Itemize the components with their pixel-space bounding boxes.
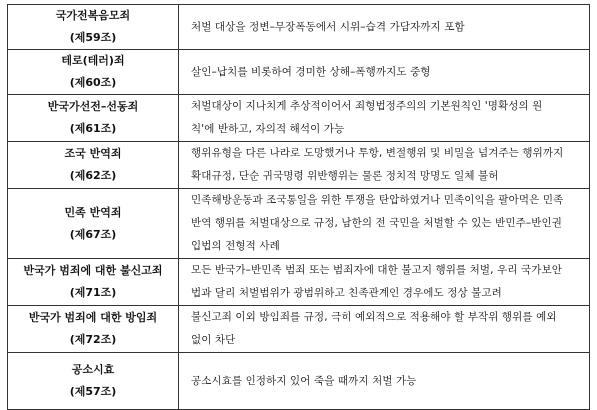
- crime-name: 국가전복음모죄: [55, 9, 131, 22]
- description-line: 없이 차단: [191, 334, 236, 346]
- table-row: [8, 306, 590, 353]
- description-line: 모든 반국가–반민족 범죄 또는 범죄자에 대한 불고지 행위를 처벌, 우리 국가보안: [191, 264, 562, 276]
- crime-cell: [8, 5, 179, 50]
- crime-cell: [8, 95, 179, 142]
- description-cell: [179, 189, 590, 259]
- crime-article: (제67조): [69, 227, 117, 241]
- description-line: 확대규정, 단순 귀국명령 위반행위는 물론 정치적 망명도 일체 불허: [191, 170, 499, 182]
- crime-cell: [8, 189, 179, 259]
- crime-table-body: [8, 5, 590, 410]
- crime-article: (제62조): [69, 169, 117, 182]
- description-cell: [179, 259, 590, 306]
- description-line: 입법의 전형적 사례: [191, 240, 280, 252]
- description-line: 반역 행위를 처벌대상으로 규정, 남한의 전 국민을 처벌할 수 있는 반민주–반인권: [191, 217, 562, 229]
- crime-article: (제72조): [69, 333, 117, 346]
- crime-name: 반국가 범죄에 대한 불신고죄: [23, 264, 163, 277]
- table-row: [8, 189, 590, 259]
- description-cell: [179, 5, 590, 50]
- description-line: 법과 달리 처벌범위가 광범위하고 친족관계인 경우에도 정상 불고려: [191, 287, 502, 299]
- description-line: 처벌대상이 지나치게 추상적이어서 죄형법정주의의 기본원칙인 '명확성의 원: [191, 100, 543, 112]
- crime-cell: [8, 259, 179, 306]
- description-cell: [179, 95, 590, 142]
- table-row: [8, 5, 590, 50]
- table-row: [8, 142, 590, 189]
- crime-name: 반국가선전–선동죄: [47, 100, 139, 113]
- crime-article: (제61조): [69, 122, 117, 135]
- crime-name: 민족 반역죄: [64, 205, 122, 219]
- description-line: 공소시효를 인정하지 있어 죽을 때까지 처벌 가능: [191, 374, 417, 387]
- crime-cell: [8, 142, 179, 189]
- description-cell: [179, 142, 590, 189]
- crime-cell: [8, 353, 179, 410]
- description-cell: [179, 50, 590, 95]
- crime-article: (제60조): [69, 76, 117, 89]
- crime-name: 테로(테러)죄: [61, 54, 125, 67]
- description-line: 불신고죄 이외 방임죄를 규정, 극히 예외적으로 적용해야 할 부작위 행위를 예외: [191, 311, 557, 323]
- crime-cell: [8, 306, 179, 353]
- crime-article: (제57조): [69, 385, 117, 398]
- crime-article: (제71조): [69, 286, 117, 299]
- table-row: [8, 259, 590, 306]
- table-row: [8, 50, 590, 95]
- table-row: [8, 353, 590, 410]
- crime-cell: [8, 50, 179, 95]
- description-line: 처벌 대상을 정변–무장폭동에서 시위–습격 가담자까지 포함: [191, 20, 465, 33]
- crime-table: [7, 4, 590, 410]
- description-line: 행위유형을 다른 나라로 도망했거나 투항, 변절행위 및 비밀을 넘겨주는 행위까지: [191, 147, 564, 159]
- description-line: 칙'에 반하고, 자의적 해석이 가능: [191, 123, 345, 135]
- description-line: 살인–납치를 비롯하여 경미한 상해–폭행까지도 중형: [191, 65, 431, 78]
- crime-article: (제59조): [69, 31, 117, 44]
- crime-name: 반국가 범죄에 대한 방임죄: [28, 311, 158, 324]
- table-row: [8, 95, 590, 142]
- description-cell: [179, 353, 590, 410]
- crime-name: 공소시효: [71, 363, 115, 376]
- description-cell: [179, 306, 590, 353]
- description-line: 민족해방운동과 조국통일을 위한 투쟁을 탄압하였거나 민족이익을 팔아먹은 민족: [191, 194, 564, 206]
- crime-name: 조국 반역죄: [64, 147, 122, 160]
